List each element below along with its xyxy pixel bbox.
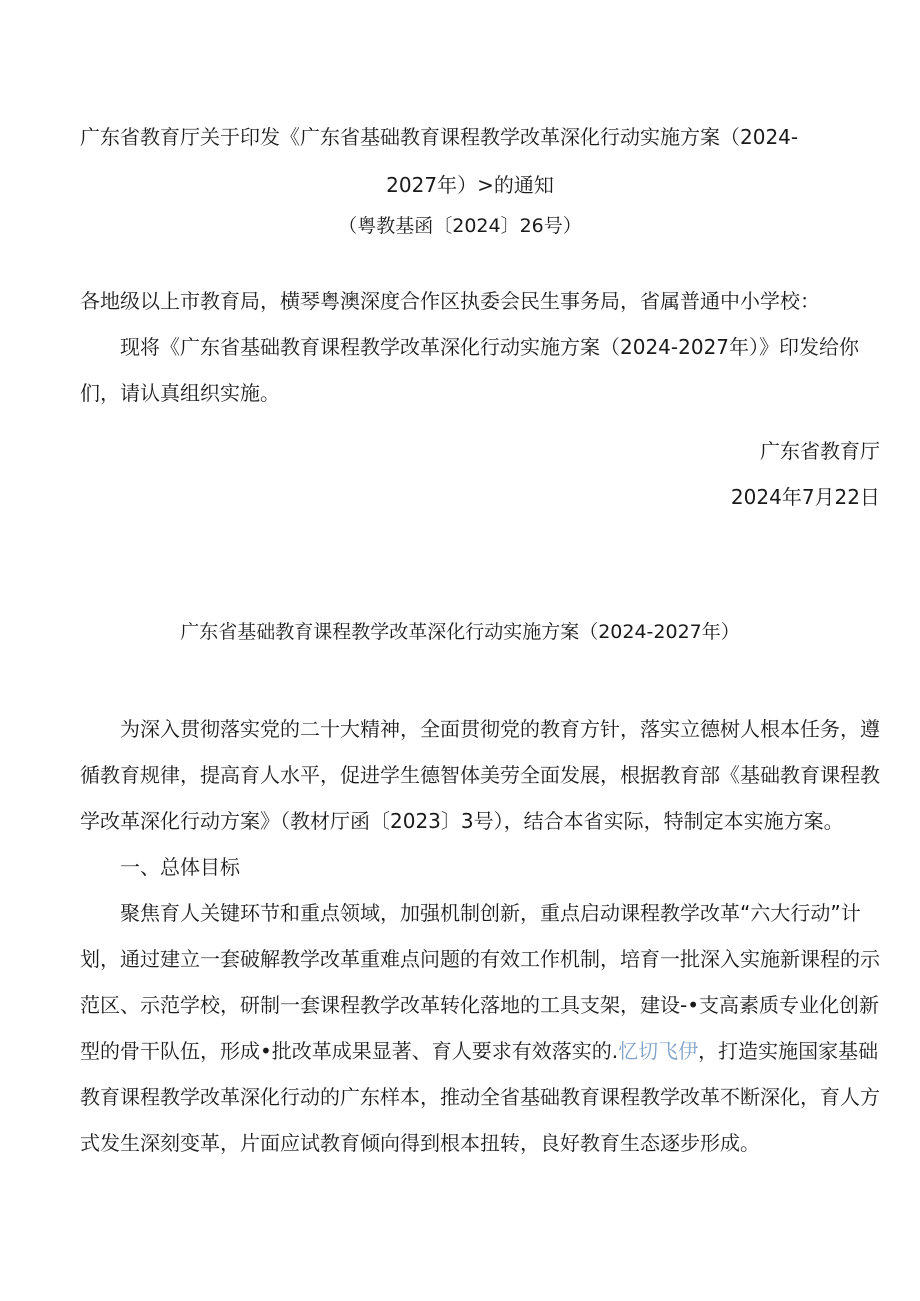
notice-title-line2: 2027年）>的通知 xyxy=(386,173,554,197)
addressee: 各地级以上市教育局，横琴粤澳深度合作区执委会民生事务局，省属普通中小学校： xyxy=(80,289,820,313)
plan-intro-paragraph: 为深入贯彻落实党的二十大精神，全面贯彻党的教育方针，落实立德树人根本任务，遵循教育规律，提高育人水平，促进学生德智体美劳全面发展，根据教育部《基础教育课程教学改革深化行动方案》（教材厅函〔2023〕3号），结合本省实际，特制定本实施方案。 xyxy=(80,717,880,833)
notice-title-line1: 广东省教育厅关于印发《广东省基础教育课程教学改革深化行动实施方案（2024- xyxy=(80,125,799,149)
signature-organization: 广东省教育厅 xyxy=(760,439,880,463)
goals-text-part1: 聚焦育人关键环节和重点领域，加强机制创新，重点启动课程教学改革“六大行动”计划，通过建立一套破解教学改革重难点问题的有效工作机制，培育一批深入实施新课程的示范区、示范学校，研制一套课程教学改革转化落地的工具支架，建设-•支高素质专业化创新型的骨干队伍，形成•批改革成果显著、育人要求有效落实的. xyxy=(80,901,880,1063)
notice-title xyxy=(80,113,860,209)
overall-goals-paragraph xyxy=(80,890,880,1166)
signature-date: 2024年7月22日 xyxy=(730,485,880,509)
section-heading-overall-goals: 一、总体目标 xyxy=(120,855,240,879)
goals-text-part2: ，打造实施国家基础教育课程教学改革深化行动的广东样本，推动全省基础教育课程教学改革不断深化，育人方式发生深刻变革，片面应试教育倾向得到根本扭转，良好教育生态逐步形成。 xyxy=(80,1039,880,1155)
document-number: （粤教基函〔2024〕26号） xyxy=(338,215,582,237)
plan-title: 广东省基础教育课程教学改革深化行动实施方案（2024-2027年） xyxy=(180,621,740,643)
notice-body: 现将《广东省基础教育课程教学改革深化行动实施方案（2024-2027年）》印发给你们，请认真组织实施。 xyxy=(80,335,860,405)
highlighted-text: 忆切飞伊 xyxy=(618,1039,699,1063)
